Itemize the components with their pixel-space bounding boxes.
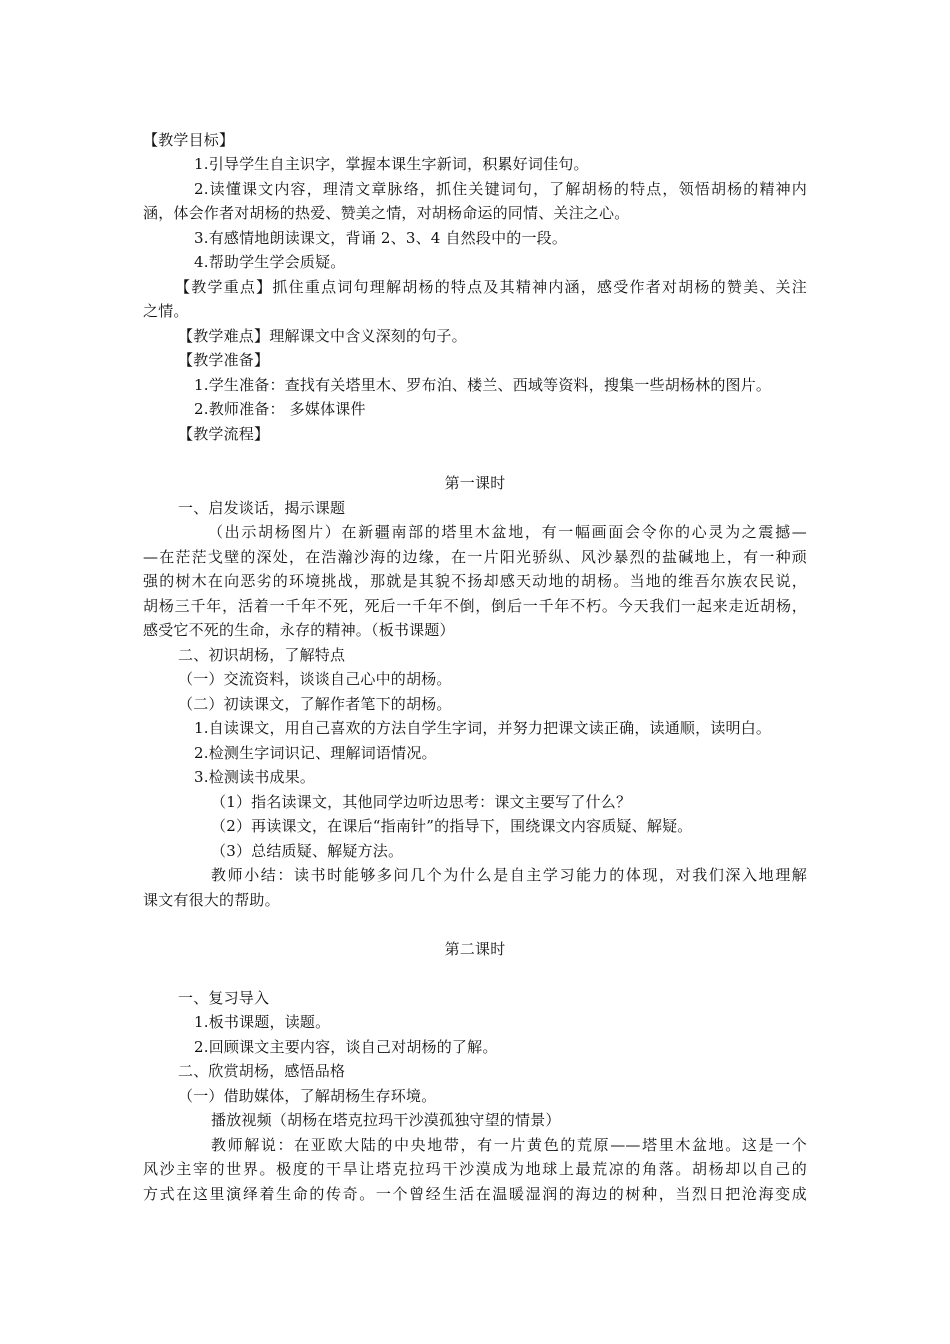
lesson1-line: 胡杨三千年，活着一千年不死，死后一千年不倒，倒后一千年不朽。今天我们一起来走近胡杨，: [143, 597, 807, 615]
preparation-item: 1.学生准备：查找有关塔里木、罗布泊、楼兰、西域等资料，搜集一些胡杨林的图片。: [194, 376, 772, 394]
lesson1-line: （2）再读课文，在课后“指南针”的指导下，围绕课文内容质疑、解疑。: [211, 817, 693, 835]
difficulty-line: 【教学难点】理解课文中含义深刻的句子。: [178, 327, 467, 345]
preparation-item: 2.教师准备： 多媒体课件: [194, 400, 366, 418]
lesson1-line: 教师小结：读书时能够多问几个为什么是自主学习能力的体现，对我们深入地理解: [211, 866, 807, 884]
lesson1-line: 3.检测读书成果。: [194, 768, 316, 786]
lesson2-line: 风沙主宰的世界。极度的干旱让塔克拉玛干沙漠成为地球上最荒凉的角落。胡杨却以自己的: [143, 1160, 807, 1178]
lesson1-line: —在茫茫戈壁的深处，在浩瀚沙海的边缘，在一片阳光骄纵、风沙暴烈的盐碱地上，有一种顽: [143, 548, 807, 566]
key-points-line-continued: 之情。: [143, 302, 189, 320]
lesson2-line: 二、欣赏胡杨，感悟品格: [178, 1062, 346, 1080]
lesson1-line: 强的树木在向恶劣的环境挑战，那就是其貌不扬却感天动地的胡杨。当地的维吾尔族农民说，: [143, 572, 807, 590]
lesson1-line: 感受它不死的生命，永存的精神。（板书课题）: [143, 621, 455, 639]
lesson1-title: 第一课时: [444, 474, 506, 492]
flow-heading: 【教学流程】: [178, 425, 270, 443]
lesson1-line: 一、启发谈话，揭示课题: [178, 499, 346, 517]
lesson2-title: 第二课时: [444, 940, 506, 958]
lesson1-line: 2.检测生字词识记、理解词语情况。: [194, 744, 437, 762]
lesson2-line: 教师解说：在亚欧大陆的中央地带，有一片黄色的荒原——塔里木盆地。这是一个: [211, 1136, 807, 1154]
objective-item-continued: 涵，体会作者对胡杨的热爱、赞美之情，对胡杨命运的同情、关注之心。: [143, 204, 630, 222]
objectives-heading: 【教学目标】: [143, 131, 235, 149]
lesson2-line: 一、复习导入: [178, 989, 270, 1007]
lesson1-line: （一）交流资料，谈谈自己心中的胡杨。: [178, 670, 452, 688]
lesson1-line: 二、初识胡杨，了解特点: [178, 646, 346, 664]
objective-item: 1.引导学生自主识字，掌握本课生字新词，积累好词佳句。: [194, 155, 589, 173]
lesson2-line: 方式在这里演绎着生命的传奇。一个曾经生活在温暖湿润的海边的树种，当烈日把沧海变成: [143, 1185, 807, 1203]
lesson1-line: （3）总结质疑、解疑方法。: [211, 842, 404, 860]
preparation-heading: 【教学准备】: [178, 351, 270, 369]
lesson1-line: 课文有很大的帮助。: [143, 891, 280, 909]
lesson2-line: 1.板书课题，读题。: [194, 1013, 331, 1031]
objective-item: 3.有感情地朗读课文，背诵 2、3、4 自然段中的一段。: [194, 229, 568, 247]
objective-item: 4.帮助学生学会质疑。: [194, 253, 346, 271]
lesson2-line: 2.回顾课文主要内容，谈自己对胡杨的了解。: [194, 1038, 498, 1056]
lesson1-line: （二）初读课文，了解作者笔下的胡杨。: [178, 695, 452, 713]
objective-item: 2.读懂课文内容，理清文章脉络，抓住关键词句，了解胡杨的特点，领悟胡杨的精神内: [194, 180, 807, 198]
lesson1-line: 1.自读课文，用自己喜欢的方法自学生字词，并努力把课文读正确，读通顺，读明白。: [194, 719, 772, 737]
lesson2-line: 播放视频（胡杨在塔克拉玛干沙漠孤独守望的情景）: [211, 1111, 561, 1129]
lesson2-line: （一）借助媒体，了解胡杨生存环境。: [178, 1087, 437, 1105]
key-points-line: 【教学重点】抓住重点词句理解胡杨的特点及其精神内涵，感受作者对胡杨的赞美、关注: [175, 278, 807, 296]
lesson1-line: （出示胡杨图片）在新疆南部的塔里木盆地，有一幅画面会令你的心灵为之震撼—: [208, 523, 807, 541]
lesson1-line: （1）指名读课文，其他同学边听边思考：课文主要写了什么？: [211, 793, 632, 811]
